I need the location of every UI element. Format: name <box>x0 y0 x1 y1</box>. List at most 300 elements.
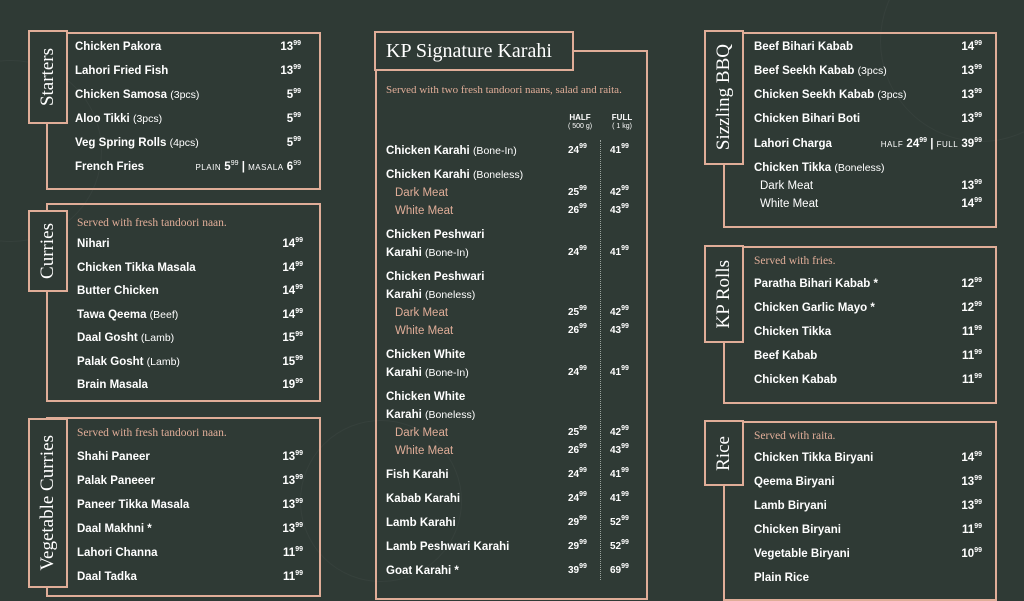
veg-curry-item-name <box>77 544 158 562</box>
lahori-charga-prices: HALF $24^{99}$ | FULL $39^{99}$ <box>880 137 982 150</box>
curry-item-name <box>77 353 180 371</box>
item-label: Karahi <box>386 367 422 379</box>
bbq-item <box>754 86 982 104</box>
item-name <box>395 322 453 340</box>
price-cents: 99 <box>295 237 303 244</box>
item-label: White Meat <box>395 445 454 457</box>
price-dollars: 24 <box>568 469 580 480</box>
rice-item-name <box>754 497 827 515</box>
price-cents: 99 <box>621 515 629 522</box>
item-name: Daal Makhni * <box>77 523 152 535</box>
item-name: Chicken Samosa <box>75 89 168 101</box>
item-note: (Bone-In) <box>425 367 469 379</box>
curry-item <box>77 353 303 371</box>
price-dollars: 13 <box>280 41 294 53</box>
veg-curry-item-price <box>282 472 303 490</box>
full-column-header: FULL ( 1 kg) <box>611 113 633 130</box>
item-name: Daal Gosht <box>77 332 138 344</box>
item-name: Shahi Paneer <box>77 451 150 463</box>
price-cents: 99 <box>579 467 587 474</box>
french-fries-row <box>75 158 301 176</box>
rice-item <box>754 449 982 467</box>
price-cents: 99 <box>295 260 303 268</box>
item-label: Karahi <box>386 409 422 421</box>
full-price <box>610 322 629 340</box>
starter-item <box>75 38 301 56</box>
price-cents: 99 <box>579 203 587 210</box>
price-cents: 99 <box>293 136 301 143</box>
bbq-item-price <box>961 62 982 80</box>
price-dollars: 13 <box>961 89 975 101</box>
veg-curry-item-name <box>77 520 152 538</box>
price-dollars: 26 <box>568 325 580 336</box>
veg-curry-item-price <box>283 568 303 586</box>
roll-item-price <box>962 323 982 341</box>
price-dollars: 13 <box>282 523 296 535</box>
item-name: Tawa Qeema <box>77 308 147 321</box>
price-cents: 99 <box>579 245 587 252</box>
price-dollars: 42 <box>610 307 622 318</box>
price-dollars: 14 <box>282 261 296 274</box>
price-cents: 99 <box>974 112 982 119</box>
price-cents: 99 <box>974 547 982 554</box>
price-dollars: 25 <box>568 427 580 438</box>
half-price <box>568 562 587 580</box>
full-price <box>610 562 629 580</box>
roll-item-price <box>962 371 982 389</box>
curry-item-price <box>282 353 303 371</box>
item-name <box>386 562 459 580</box>
rice-item <box>754 569 982 587</box>
price-cents: 99 <box>579 425 587 432</box>
price-cents: 99 <box>293 40 301 47</box>
item-note: (Boneless) <box>425 409 476 421</box>
curries-note: Served with fresh tandoori naan. <box>77 217 227 229</box>
bbq-item-name <box>754 62 887 80</box>
curry-item-name <box>77 235 110 253</box>
price-cents: 99 <box>974 325 982 332</box>
price-cents: 99 <box>974 301 982 308</box>
item-name <box>386 466 449 484</box>
rice-item-name <box>754 545 850 563</box>
item-note: (Lamb) <box>146 355 180 368</box>
price-dollars: 13 <box>282 451 296 463</box>
item-name: Beef Kabab <box>754 350 818 362</box>
price-cents: 99 <box>974 40 982 47</box>
half-price <box>568 442 587 460</box>
item-label: Karahi <box>386 247 422 259</box>
item-name <box>395 424 448 442</box>
price-cents: 99 <box>621 323 629 330</box>
bbq-tikka-sub-item <box>760 177 982 195</box>
item-note: (Lamb) <box>140 332 175 344</box>
price-dollars: 43 <box>610 325 622 336</box>
price-dollars: 13 <box>280 65 294 77</box>
price-cents: 99 <box>579 539 587 546</box>
roll-item <box>754 323 982 341</box>
price-cents: 99 <box>293 88 301 95</box>
item-name: Vegetable Biryani <box>754 548 850 560</box>
curry-item-name <box>77 282 159 300</box>
bbq-item <box>754 110 982 128</box>
full-price <box>610 490 629 508</box>
rice-item-price <box>961 449 982 467</box>
rice-title: Rice <box>713 435 734 471</box>
price-dollars: 15 <box>282 332 296 344</box>
full-price <box>610 424 629 442</box>
price-cents: 99 <box>295 450 303 457</box>
price-cents: 99 <box>295 570 303 577</box>
curries-title-tab <box>28 210 68 292</box>
price-cents: 99 <box>295 378 303 385</box>
half-price <box>568 142 587 160</box>
item-name <box>395 304 448 322</box>
curry-item <box>77 235 303 253</box>
french-fries-prices: PLAIN $5^{99}$ | MASALA $6^{99}$ <box>195 160 301 173</box>
veg-curry-item-name <box>77 568 137 586</box>
price-cents: 99 <box>621 563 629 570</box>
item-note: (Bone-In) <box>472 145 517 157</box>
karahi-item <box>386 364 634 382</box>
starter-item <box>75 134 301 152</box>
veg-curry-item-price <box>282 496 303 514</box>
curries-title: Curries <box>37 223 58 279</box>
price-cents: 99 <box>621 425 629 432</box>
karahi-item <box>395 442 634 460</box>
item-label: Chicken Karahi <box>386 145 470 157</box>
item-name: Nihari <box>77 238 110 250</box>
price-dollars: 15 <box>282 355 296 368</box>
veg-curry-item <box>77 472 303 490</box>
chicken-tikka-row: Chicken Tikka (Boneless) <box>754 162 885 174</box>
full-price <box>610 184 629 202</box>
starter-item-price <box>280 38 301 56</box>
price-dollars: 13 <box>961 180 975 192</box>
starters-title-tab <box>28 30 68 124</box>
rolls-title: KP Rolls <box>713 259 734 329</box>
bbq-title-tab <box>704 30 744 165</box>
price-dollars: 14 <box>961 452 975 464</box>
karahi-item <box>386 466 634 484</box>
veg-curry-item-name <box>77 496 189 514</box>
item-price <box>961 177 982 195</box>
item-name: Chicken Tikka <box>754 326 832 338</box>
bbq-item <box>754 38 982 56</box>
price-dollars: 11 <box>283 547 296 559</box>
rice-item-name <box>754 569 809 587</box>
full-price <box>610 202 629 220</box>
half-price <box>568 364 587 382</box>
roll-item-name <box>754 347 817 365</box>
price-dollars: 25 <box>568 307 580 318</box>
starter-item <box>75 62 301 80</box>
price-cents: 99 <box>295 498 303 505</box>
item-label: Lamb Karahi <box>386 517 456 529</box>
curry-item <box>77 376 303 394</box>
item-name <box>386 346 465 364</box>
curry-item-price <box>282 259 303 277</box>
price-dollars: 11 <box>962 524 975 536</box>
item-name: Brain Masala <box>77 379 148 391</box>
item-name: Paratha Bihari Kabab * <box>754 278 878 290</box>
starter-item-name <box>75 62 168 80</box>
karahi-item <box>386 286 634 304</box>
curry-item-name <box>77 376 148 394</box>
roll-item <box>754 275 982 293</box>
bbq-item-name <box>754 110 860 128</box>
rice-item-name <box>754 521 841 539</box>
veg-curry-item-name <box>77 448 150 466</box>
price-dollars: 19 <box>282 379 296 391</box>
curry-item-price <box>282 235 303 253</box>
curry-item-price <box>282 376 303 394</box>
price-dollars: 5 <box>286 137 294 149</box>
rice-item <box>754 521 982 539</box>
item-name <box>386 514 456 532</box>
roll-item <box>754 299 982 317</box>
roll-item-name <box>754 371 837 389</box>
bbq-title: Sizzling BBQ <box>713 44 734 151</box>
curry-item <box>77 259 303 277</box>
price-cents: 99 <box>579 185 587 192</box>
price-dollars: 29 <box>568 541 580 552</box>
item-name: Plain Rice <box>754 572 809 584</box>
item-price <box>961 195 982 213</box>
item-label: Karahi <box>386 289 422 301</box>
item-name: Daal Tadka <box>77 571 137 583</box>
karahi-item <box>386 244 634 262</box>
french-fries-name: French Fries <box>75 161 145 173</box>
full-price <box>610 304 629 322</box>
item-name <box>386 364 469 382</box>
rolls-note: Served with fries. <box>754 255 836 267</box>
item-name <box>386 538 509 556</box>
item-label: Fish Karahi <box>386 469 449 481</box>
starter-item-price <box>287 110 301 128</box>
starter-item-price <box>287 86 301 104</box>
half-price <box>568 202 587 220</box>
curry-item-name <box>77 259 196 277</box>
price-cents: 99 <box>621 443 629 450</box>
price-cents: 99 <box>579 143 587 150</box>
item-name: Aloo Tikki <box>75 113 130 125</box>
half-price <box>568 490 587 508</box>
price-dollars: 14 <box>961 198 975 210</box>
rice-item-price <box>962 521 982 539</box>
rolls-title-tab <box>704 245 744 343</box>
price-dollars: 52 <box>610 541 622 552</box>
item-label: Chicken Peshwari <box>386 229 485 241</box>
price-cents: 99 <box>621 467 629 474</box>
item-name <box>386 166 523 184</box>
item-name <box>395 184 448 202</box>
price-dollars: 5 <box>286 89 294 101</box>
roll-item <box>754 347 982 365</box>
price-cents: 99 <box>974 277 982 284</box>
karahi-item <box>395 304 634 322</box>
price-dollars: 13 <box>961 476 975 488</box>
rice-note: Served with raita. <box>754 430 836 442</box>
half-column-header: HALF ( 500 g) <box>567 113 593 130</box>
full-price <box>610 142 629 160</box>
price-dollars: 41 <box>610 145 622 156</box>
price-dollars: 43 <box>610 205 622 216</box>
price-dollars: 14 <box>282 308 296 321</box>
curries-section <box>46 203 321 402</box>
price-dollars: 11 <box>962 374 975 386</box>
price-dollars: 13 <box>282 499 296 511</box>
item-name: Butter Chicken <box>77 285 159 297</box>
rice-item <box>754 545 982 563</box>
rice-item-price <box>961 473 982 491</box>
price-cents: 99 <box>579 491 587 498</box>
item-name: Chicken Kabab <box>754 374 838 386</box>
item-name <box>386 406 475 424</box>
price-dollars: 11 <box>962 350 975 362</box>
starter-item-price <box>280 62 301 80</box>
veg-curry-item <box>77 496 303 514</box>
item-name: Chicken Seekh Kabab <box>754 89 875 101</box>
item-name: Chicken Biryani <box>754 524 841 536</box>
karahi-item <box>386 388 634 406</box>
item-name <box>395 442 453 460</box>
veg-curries-title: Vegetable Curries <box>37 435 58 571</box>
price-dollars: 11 <box>283 571 296 583</box>
price-dollars: 13 <box>961 65 975 77</box>
starter-item <box>75 110 301 128</box>
item-name <box>386 142 517 160</box>
item-name: Chicken Tikka Biryani <box>754 452 874 464</box>
half-price <box>568 514 587 532</box>
full-price <box>610 466 629 484</box>
price-cents: 99 <box>974 197 982 204</box>
half-price <box>568 466 587 484</box>
item-label: Kabab Karahi <box>386 493 461 505</box>
half-price <box>568 304 587 322</box>
veg-curries-title-tab <box>28 418 68 588</box>
price-cents: 99 <box>621 305 629 312</box>
curry-item-price <box>282 282 303 300</box>
price-cents: 99 <box>295 307 303 315</box>
item-name: Chicken Tikka Masala <box>77 261 196 274</box>
price-dollars: 11 <box>962 326 975 338</box>
veg-curry-item-price <box>283 544 303 562</box>
price-cents: 99 <box>621 365 629 372</box>
item-name: Palak Gosht <box>77 355 144 368</box>
item-name: Chicken Bihari Boti <box>754 113 861 125</box>
roll-item-price <box>962 347 982 365</box>
roll-item <box>754 371 982 389</box>
price-dollars: 13 <box>961 113 975 125</box>
veg-curry-item <box>77 520 303 538</box>
item-name <box>386 490 460 508</box>
price-cents: 99 <box>621 143 629 150</box>
price-dollars: 26 <box>568 445 580 456</box>
item-name: Chicken Garlic Mayo * <box>754 302 875 314</box>
price-dollars: 41 <box>610 493 622 504</box>
karahi-item <box>386 346 634 364</box>
item-name <box>386 286 475 304</box>
roll-item-name <box>754 323 831 341</box>
bbq-item-price <box>961 86 982 104</box>
half-price <box>568 244 587 262</box>
starters-title: Starters <box>37 47 58 107</box>
half-price <box>568 538 587 556</box>
roll-item-price <box>961 299 982 317</box>
price-cents: 99 <box>974 475 982 482</box>
starter-item-name <box>75 38 161 56</box>
curry-item <box>77 282 303 300</box>
item-label: Dark Meat <box>395 427 449 439</box>
item-name <box>386 244 469 262</box>
rice-title-tab <box>704 420 744 486</box>
price-cents: 99 <box>621 245 629 252</box>
item-name: Palak Paneeer <box>77 475 156 487</box>
full-price <box>610 538 629 556</box>
item-name: Lahori Fried Fish <box>75 65 169 77</box>
bbq-tikka-sub-item <box>760 195 982 213</box>
item-label: Dark Meat <box>395 187 449 199</box>
item-note: (Boneless) <box>425 289 476 301</box>
karahi-item <box>386 226 634 244</box>
karahi-item <box>386 514 634 532</box>
price-dollars: 42 <box>610 427 622 438</box>
item-name <box>386 268 484 286</box>
karahi-item <box>386 268 634 286</box>
price-dollars: 24 <box>568 145 580 156</box>
price-dollars: 14 <box>282 285 296 297</box>
karahi-title: KP Signature Karahi <box>386 39 552 62</box>
price-dollars: 14 <box>282 238 296 250</box>
item-note: (3pcs) <box>170 89 200 101</box>
price-dollars: 41 <box>610 469 622 480</box>
price-dollars: 14 <box>961 41 975 53</box>
item-name: Dark Meat <box>760 180 814 192</box>
bbq-item <box>754 62 982 80</box>
price-cents: 99 <box>295 546 303 553</box>
item-label: Lamb Peshwari Karahi <box>386 541 510 553</box>
item-label: Chicken White <box>386 349 466 361</box>
price-cents: 99 <box>295 284 303 291</box>
price-dollars: 25 <box>568 187 580 198</box>
price-cents: 99 <box>295 474 303 481</box>
item-label: Chicken Karahi <box>386 169 470 181</box>
starter-item-name <box>75 134 199 152</box>
item-label: Goat Karahi * <box>386 565 459 577</box>
item-name <box>395 202 453 220</box>
half-price <box>568 424 587 442</box>
price-dollars: 10 <box>961 548 975 560</box>
curry-item-price <box>282 306 303 324</box>
rice-item-price <box>961 545 982 563</box>
starter-item-name <box>75 86 199 104</box>
price-dollars: 41 <box>610 247 622 258</box>
price-cents: 99 <box>974 373 982 380</box>
price-cents: 99 <box>295 354 303 362</box>
karahi-item <box>395 202 634 220</box>
veg-curry-item <box>77 568 303 586</box>
price-dollars: 42 <box>610 187 622 198</box>
price-cents: 99 <box>974 179 982 186</box>
roll-item-name <box>754 275 878 293</box>
item-name: White Meat <box>760 198 819 210</box>
price-dollars: 26 <box>568 205 580 216</box>
price-dollars: 12 <box>961 302 975 314</box>
bbq-item-price <box>961 110 982 128</box>
price-cents: 99 <box>974 349 982 356</box>
item-note: (4pcs) <box>169 137 199 149</box>
price-cents: 99 <box>974 88 982 95</box>
